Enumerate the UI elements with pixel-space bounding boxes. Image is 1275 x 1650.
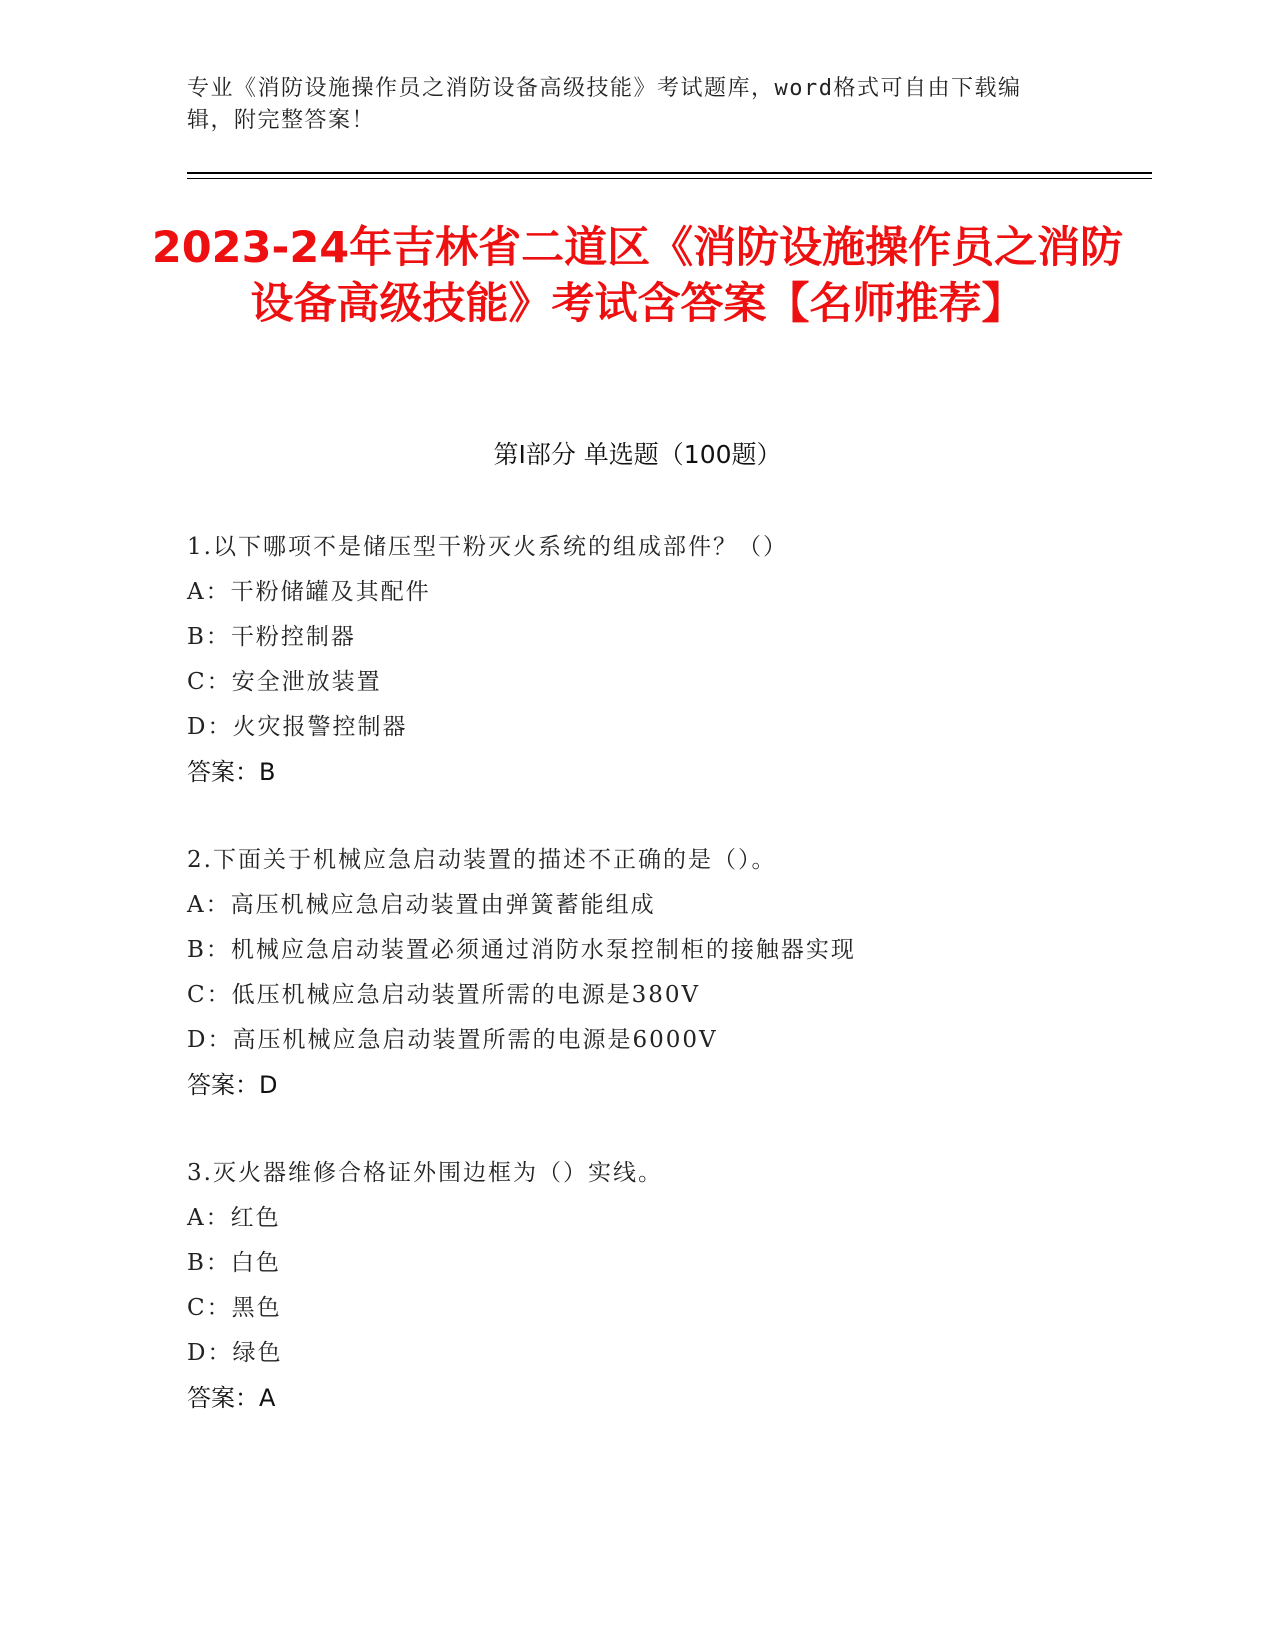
header-note: 专业《消防设施操作员之消防设备高级技能》考试题库，word格式可自由下载编辑，附完整答案！ [187, 76, 1022, 133]
question-1 [187, 525, 1147, 795]
option-c: C：黑色 [187, 1295, 282, 1321]
question-2 [187, 838, 1147, 1108]
question-stem: 1.以下哪项不是储压型干粉灭火系统的组成部件？（） [187, 534, 788, 560]
option-b: B：干粉控制器 [187, 624, 356, 650]
option-a: A：干粉储罐及其配件 [187, 579, 431, 605]
question-stem: 2.下面关于机械应急启动装置的描述不正确的是（）。 [187, 847, 777, 873]
option-b: B：机械应急启动装置必须通过消防水泵控制柜的接触器实现 [187, 937, 856, 963]
option-d: D：火灾报警控制器 [187, 714, 408, 740]
answer: 答案：A [187, 1384, 276, 1412]
option-b: B：白色 [187, 1250, 281, 1276]
document-title: 2023-24年吉林省二道区《消防设施操作员之消防设备高级技能》考试含答案【名师推荐】 [151, 223, 1124, 329]
header-rule-thin [187, 178, 1152, 179]
option-c: C：安全泄放装置 [187, 669, 382, 695]
option-d: D：绿色 [187, 1340, 283, 1366]
question-stem: 3.灭火器维修合格证外围边框为（）实线。 [187, 1160, 663, 1186]
question-3 [187, 1151, 1147, 1421]
option-c: C：低压机械应急启动装置所需的电源是380V [187, 982, 701, 1008]
option-d: D：高压机械应急启动装置所需的电源是6000V [187, 1027, 718, 1053]
answer: 答案：D [187, 1071, 278, 1099]
section-title: 第Ⅰ部分 单选题（100题） [493, 440, 782, 469]
option-a: A：红色 [187, 1205, 281, 1231]
answer: 答案：B [187, 758, 276, 786]
option-a: A：高压机械应急启动装置由弹簧蓄能组成 [187, 892, 656, 918]
header-rule-thick [187, 172, 1152, 174]
question-list [187, 525, 1147, 1464]
